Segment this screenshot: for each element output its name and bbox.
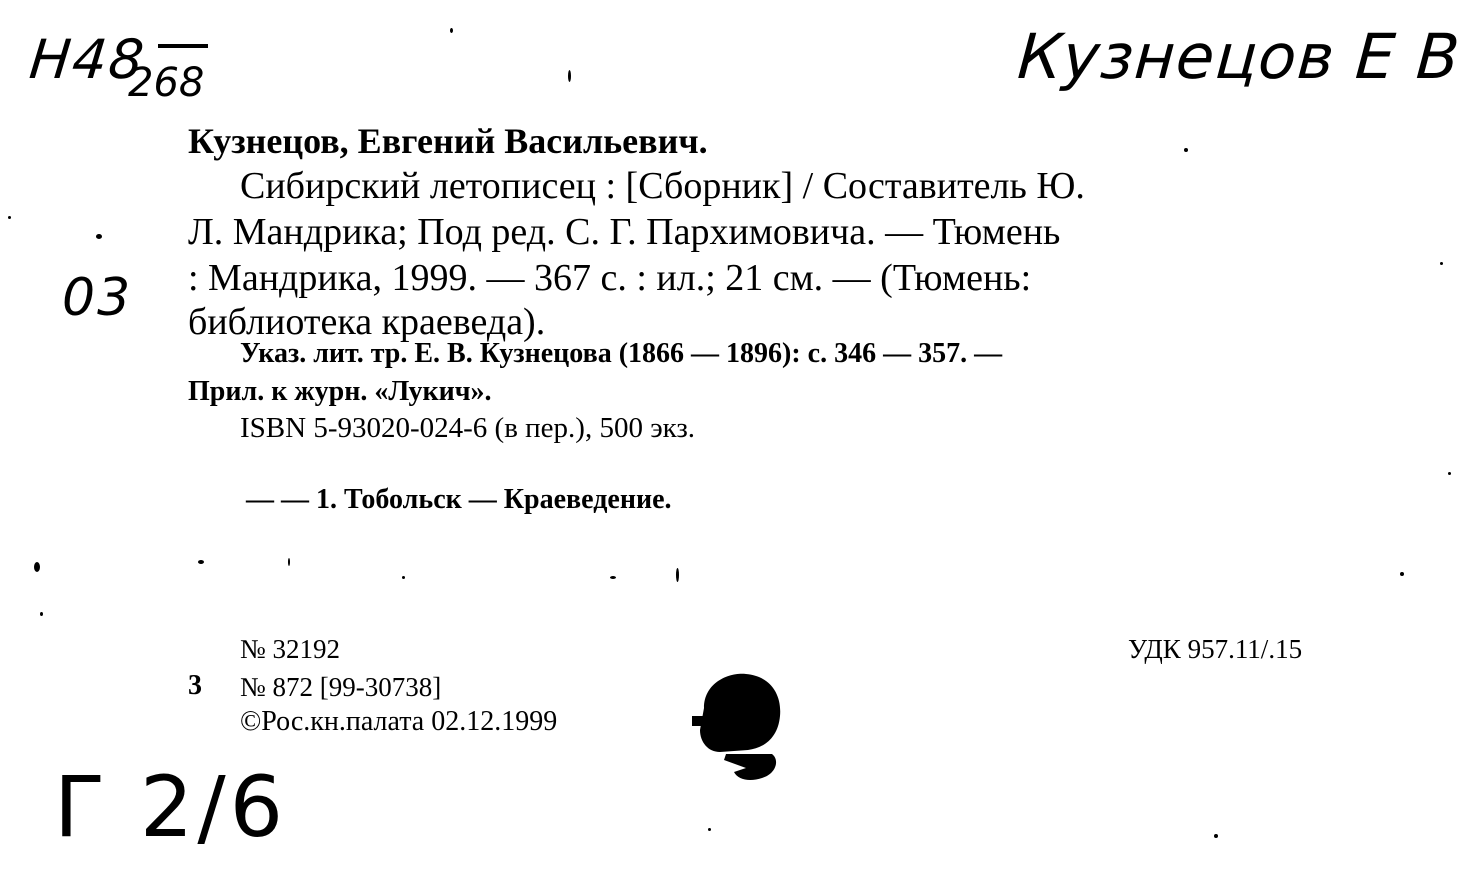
scan-speck: [1448, 472, 1451, 475]
note-line-2: Прил. к журн. «Лукич».: [188, 376, 492, 407]
handwritten-class-mark: 03: [62, 268, 133, 328]
scan-speck: [1214, 834, 1218, 838]
scan-speck: [1400, 572, 1404, 576]
scan-speck: [40, 612, 43, 616]
title-line-1: Сибирский летописец : [Сборник] / Составитель Ю.: [240, 165, 1085, 207]
title-line-3: : Мандрика, 1999. — 367 с. : ил.; 21 см. — (Тюмень:: [188, 257, 1032, 299]
scan-speck: [96, 234, 102, 239]
scan-speck: [1440, 262, 1443, 265]
note-line-1: Указ. лит. тр. Е. В. Кузнецова (1866 — 1896): с. 346 — 357. —: [240, 338, 1003, 369]
shelf-mark-bar: [158, 44, 208, 48]
handwritten-shelf-mark: Н48: [26, 28, 149, 91]
udk-code: УДК 957.11/.15: [1128, 634, 1303, 664]
registration-number-2: № 872 [99-30738]: [240, 672, 442, 702]
scan-speck: [1184, 148, 1188, 152]
ink-stamp-blot: [690, 668, 786, 788]
handwritten-shelf-mark-sub: 268: [128, 60, 205, 106]
handwritten-location-mark: Г 2/6: [54, 758, 288, 856]
scan-speck: [288, 558, 290, 566]
registration-number: № 32192: [240, 634, 341, 664]
scan-speck: [450, 28, 453, 33]
scan-speck: [610, 576, 616, 579]
copyright-line: ©Рос.кн.палата 02.12.1999: [240, 706, 558, 737]
title-line-4: библиотека краеведа).: [188, 301, 546, 343]
title-line-2: Л. Мандрика; Под ред. С. Г. Пархимовича. — Тюмень: [188, 211, 1061, 253]
scan-speck: [568, 70, 571, 82]
author-heading: Кузнецов, Евгений Васильевич.: [188, 121, 708, 161]
scan-speck: [34, 562, 40, 572]
isbn-line: ISBN 5-93020-024-6 (в пер.), 500 экз.: [240, 412, 696, 444]
subject-headings: — — 1. Тобольск — Краеведение.: [246, 484, 672, 515]
scan-speck: [676, 568, 679, 582]
scan-speck: [8, 216, 11, 219]
card-number: 3: [188, 670, 202, 701]
scan-speck: [402, 576, 405, 579]
scan-speck: [708, 828, 711, 831]
handwritten-author-note: Кузнецов Е В: [1015, 20, 1463, 93]
scan-speck: [198, 560, 204, 564]
